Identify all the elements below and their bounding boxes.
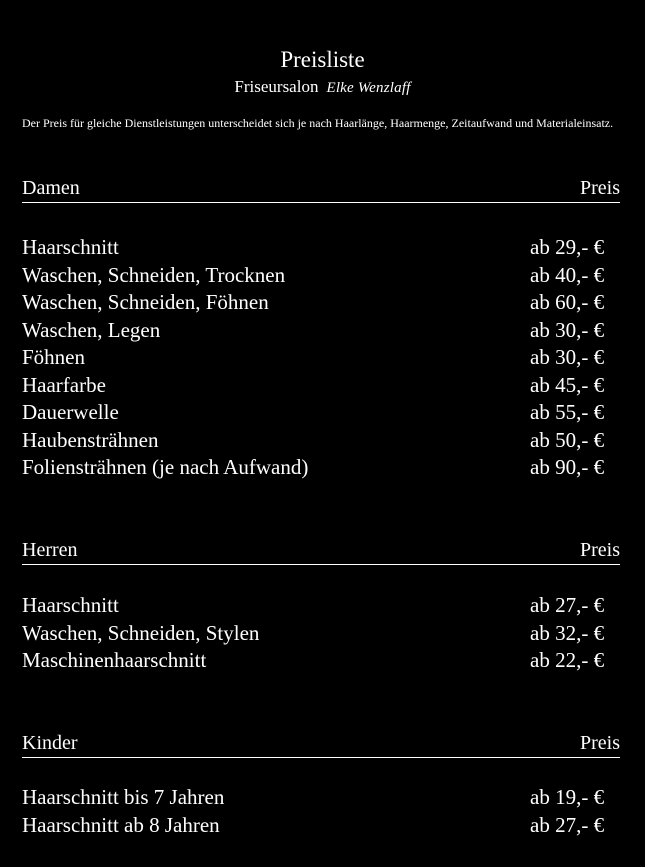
service-price: ab 90,- € (530, 455, 605, 479)
service-name: Waschen, Legen (22, 317, 161, 342)
service-name: Haarschnitt (22, 235, 119, 259)
page-subtitle (0, 77, 645, 98)
list-item (22, 454, 620, 482)
service-name: Haarschnitt bis 7 Jahren (22, 785, 225, 809)
section-price-label-damen: Preis (580, 177, 620, 199)
price-list-herren (22, 592, 620, 675)
list-item (22, 317, 620, 345)
section-title-kinder: Kinder (22, 732, 78, 754)
service-price: ab 22,- € (530, 648, 605, 672)
list-item (22, 372, 620, 400)
service-name: Haarfarbe (22, 372, 106, 397)
service-price: ab 29,- € (530, 235, 605, 259)
list-item (22, 784, 620, 812)
section-header-damen (22, 176, 620, 203)
list-item (22, 427, 620, 455)
service-name: Haarschnitt (22, 593, 119, 617)
service-price: ab 45,- € (530, 372, 605, 397)
service-price: ab 55,- € (530, 400, 605, 424)
page-title: Preisliste (280, 47, 365, 72)
price-list-damen (22, 234, 620, 482)
service-name: Maschinenhaarschnitt (22, 648, 207, 672)
list-item (22, 620, 620, 648)
section-title-damen: Damen (22, 177, 80, 199)
list-item (22, 344, 620, 372)
service-name: Waschen, Schneiden, Föhnen (22, 290, 269, 314)
service-name: Waschen, Schneiden, Stylen (22, 620, 260, 645)
service-name: Waschen, Schneiden, Trocknen (22, 262, 286, 287)
service-price: ab 30,- € (530, 317, 605, 342)
service-price: ab 30,- € (530, 345, 605, 369)
service-name: Föhnen (22, 345, 85, 369)
subtitle-prefix: Friseursalon (234, 77, 319, 96)
salon-name-signature: Elke Wenzlaff (326, 80, 411, 96)
list-item (22, 592, 620, 620)
list-item (22, 812, 620, 840)
service-price: ab 60,- € (530, 290, 605, 314)
service-price: ab 27,- € (530, 812, 605, 837)
list-item (22, 399, 620, 427)
service-price: ab 40,- € (530, 262, 605, 287)
list-item (22, 289, 620, 317)
section-price-label-kinder: Preis (580, 732, 620, 754)
service-name: Foliensträhnen (je nach Aufwand) (22, 455, 309, 479)
service-name: Haubensträhnen (22, 427, 159, 452)
intro-text: Der Preis für gleiche Dienstleistungen unterscheidet sich je nach Haarlänge, Haarmenge, Zeitaufwand und Materialeinsatz. (22, 116, 614, 130)
service-price: ab 50,- € (530, 427, 605, 452)
service-price: ab 32,- € (530, 620, 605, 645)
price-list-kinder (22, 784, 620, 839)
list-item (22, 262, 620, 290)
section-header-herren (22, 538, 620, 565)
service-price: ab 19,- € (530, 785, 605, 809)
service-price: ab 27,- € (530, 593, 605, 617)
section-header-kinder (22, 731, 620, 758)
section-price-label-herren: Preis (580, 539, 620, 561)
service-name: Dauerwelle (22, 400, 119, 424)
list-item (22, 234, 620, 262)
service-name: Haarschnitt ab 8 Jahren (22, 812, 220, 837)
section-title-herren: Herren (22, 539, 78, 561)
list-item (22, 647, 620, 675)
